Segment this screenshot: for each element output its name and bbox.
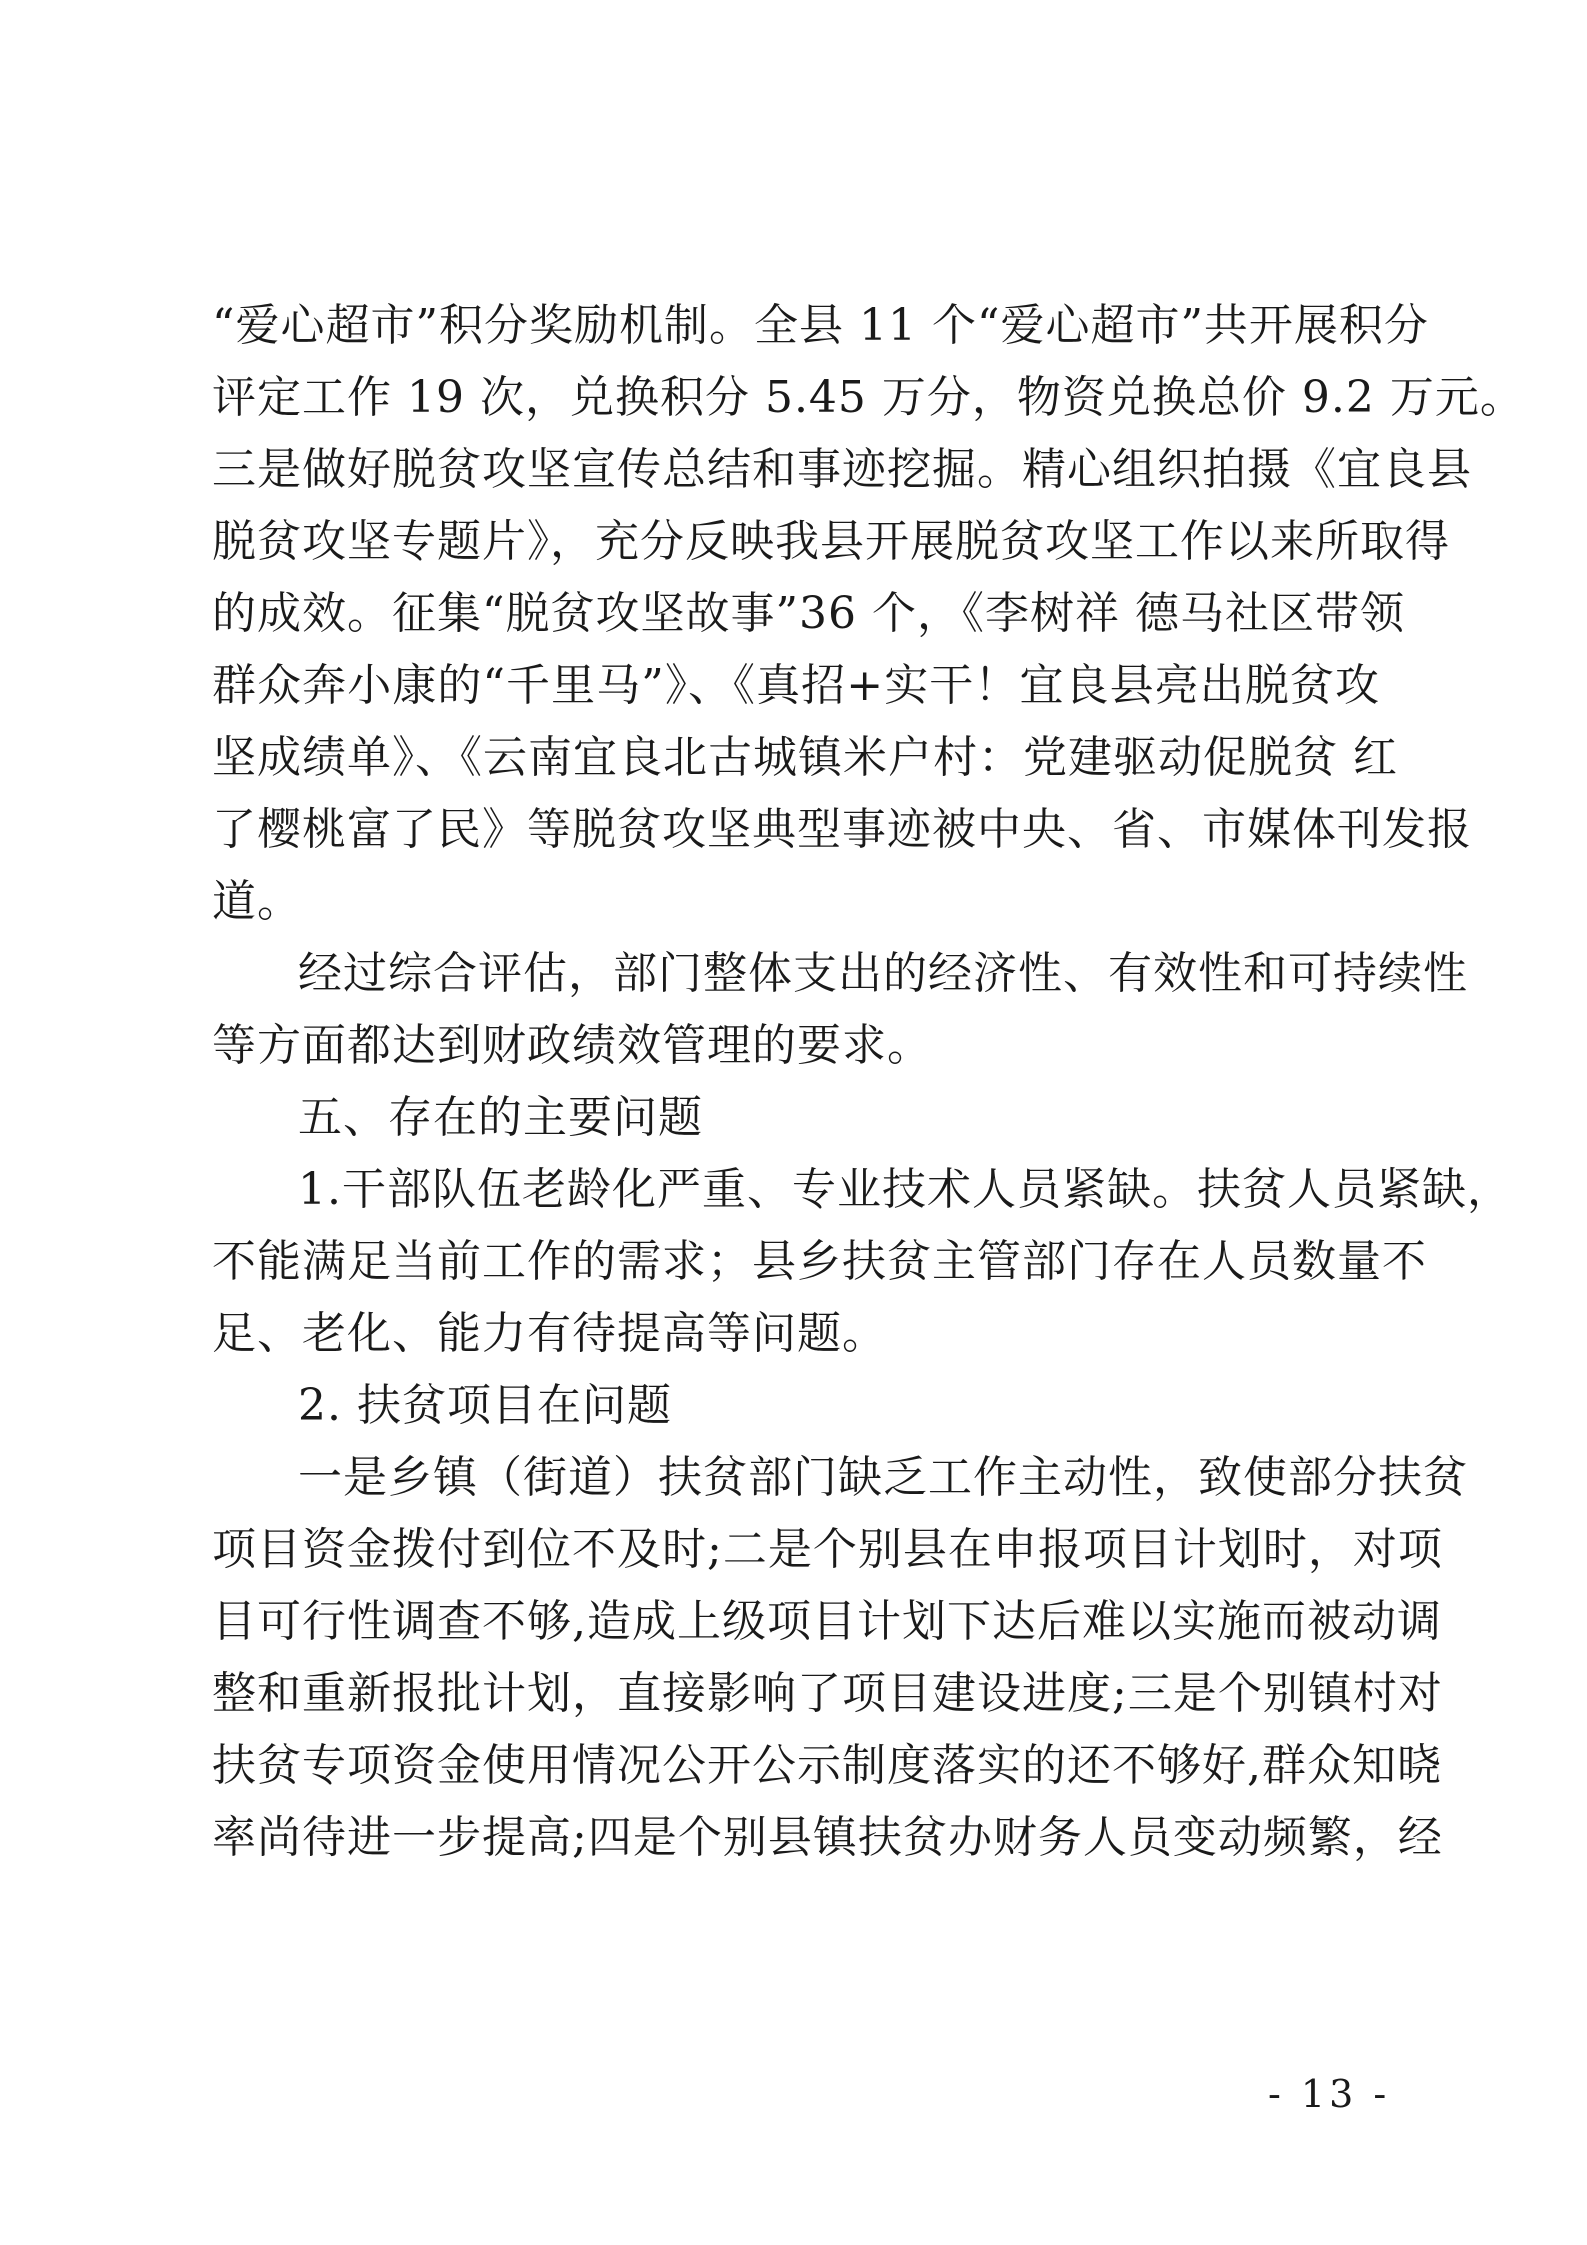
text-line: 脱贫攻坚专题片》，充分反映我县开展脱贫攻坚工作以来所取得 [212,516,1450,567]
text-line: 不能满足当前工作的需求；县乡扶贫主管部门存在人员数量不 [212,1236,1427,1287]
text-line: 扶贫专项资金使用情况公开公示制度落实的还不够好,群众知晓 [212,1740,1442,1791]
text-line: 了樱桃富了民》等脱贫攻坚典型事迹被中央、省、市媒体刊发报 [212,804,1472,855]
text-line: 的成效。征集“脱贫攻坚故事”36 个，《李树祥 德马社区带领 [212,588,1405,639]
text-line: 坚成绩单》、《云南宜良北古城镇米户村：党建驱动促脱贫 红 [212,732,1398,783]
text-line: 整和重新报批计划，直接影响了项目建设进度;三是个别镇村对 [212,1668,1443,1719]
text-line: 目可行性调查不够,造成上级项目计划下达后难以实施而被动调 [212,1596,1442,1647]
text-line: 经过综合评估，部门整体支出的经济性、有效性和可持续性 [298,948,1468,999]
text-line: “爱心超市”积分奖励机制。全县 11 个“爱心超市”共开展积分 [212,300,1429,351]
page-number: - 13 - [1268,2072,1391,2116]
text-line: 项目资金拨付到位不及时;二是个别县在申报项目计划时，对项 [212,1524,1443,1575]
section-heading: 五、存在的主要问题 [298,1092,703,1143]
text-line: 足、老化、能力有待提高等问题。 [212,1308,887,1359]
text-line: 等方面都达到财政绩效管理的要求。 [212,1020,932,1071]
text-line: 道。 [212,876,302,927]
text-line: 群众奔小康的“千里马”》、《真招+实干！宜良县亮出脱贫攻 [212,660,1380,711]
text-line: 1.干部队伍老龄化严重、专业技术人员紧缺。扶贫人员紧缺， [298,1164,1512,1215]
text-line: 评定工作 19 次，兑换积分 5.45 万分，物资兑换总价 9.2 万元。 [212,372,1525,423]
text-line: 一是乡镇（街道）扶贫部门缺乏工作主动性，致使部分扶贫 [298,1452,1468,1503]
subheading: 2. 扶贫项目在问题 [298,1380,672,1431]
text-line: 率尚待进一步提高;四是个别县镇扶贫办财务人员变动频繁，经 [212,1812,1443,1863]
text-line: 三是做好脱贫攻坚宣传总结和事迹挖掘。精心组织拍摄《宜良县 [212,444,1472,495]
